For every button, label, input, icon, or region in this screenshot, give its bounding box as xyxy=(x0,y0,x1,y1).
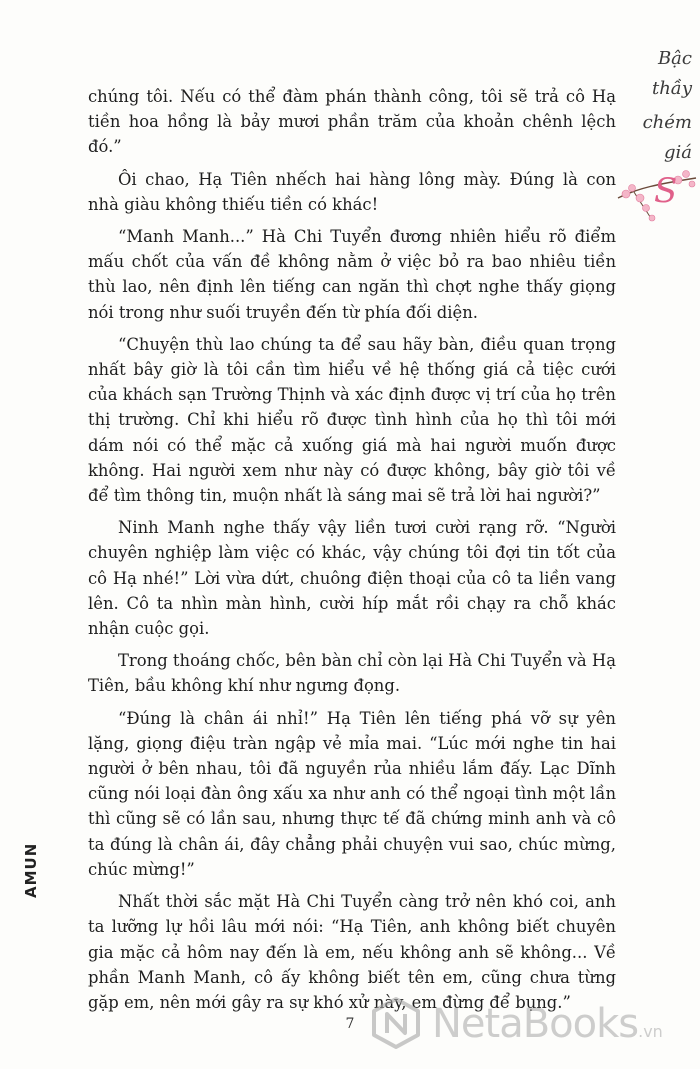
netabooks-logo-icon xyxy=(368,995,424,1051)
paragraph: Trong thoáng chốc, bên bàn chỉ còn lại Hà Chi Tuyển và Hạ Tiên, bầu không khí như ngưng đọng. xyxy=(88,651,616,696)
series-title-line-2: thầy xyxy=(651,78,692,99)
publisher-logo: AMUN xyxy=(22,842,40,898)
series-mark: S xyxy=(654,171,678,211)
watermark-brand: NetaBooks xyxy=(432,1001,639,1047)
series-title-line-3: chém xyxy=(642,112,692,133)
page-number: 7 xyxy=(345,1016,355,1032)
paragraph: Ôi chao, Hạ Tiên nhếch hai hàng lông mày. Đúng là con nhà giàu không thiếu tiền có khác! xyxy=(88,169,616,214)
series-title-line-4: giá xyxy=(663,142,692,163)
paragraph: “Đúng là chân ái nhỉ!” Hạ Tiên lên tiếng phá vỡ sự yên lặng, giọng điệu tràn ngập vẻ mỉa mai. “Lúc mới nghe tin hai người ở bên nhau, tôi đã nguyền rủa nhiều lắm đấy. Lạc Dĩnh cũng nói loại đàn ông xấu xa như anh có thể ngoại tình một lần thì cũng sẽ có lần sau, nhưng thực tế đã chứng minh anh và cô ta đúng là chân ái, đây chẳng phải chuyện vui sao, chúc mừng, chúc mừng!” xyxy=(88,708,616,879)
paragraph: “Manh Manh...” Hà Chi Tuyển đương nhiên hiểu rõ điểm mấu chốt của vấn đề không nằm ở việc bỏ ra bao nhiêu tiền thù lao, nên định lên tiếng can ngăn thì chợt nghe thấy giọng nói trong như suối truyền đến từ phía đối diện. xyxy=(88,227,616,322)
watermark-text xyxy=(432,1001,663,1047)
chapter-body-text xyxy=(88,84,616,1022)
paragraph: Ninh Manh nghe thấy vậy liền tươi cười rạng rỡ. “Người chuyên nghiệp làm việc có khác, vậy chúng tôi đợi tin tốt của cô Hạ nhé!” Lời vừa dứt, chuông điện thoại của cô ta liền vang lên. Cô ta nhìn màn hình, cười híp mắt rồi chạy ra chỗ khác nhận cuộc gọi. xyxy=(88,518,616,639)
watermark xyxy=(368,995,700,1055)
series-title-line-1: Bậc xyxy=(657,48,692,69)
paragraph: Nhất thời sắc mặt Hà Chi Tuyển càng trở nên khó coi, anh ta lưỡng lự hồi lâu mới nói: “Hạ Tiên, anh không biết chuyên gia mặc cả hôm nay đến là em, nếu không anh sẽ không... Về phần Manh Manh, cô ấy không biết tên em, cũng chưa từng gặp em, nên mới gây ra sự khó xử này, em đừng để bụng.” xyxy=(88,892,616,1012)
paragraph: chúng tôi. Nếu có thể đàm phán thành công, tôi sẽ trả cô Hạ tiền hoa hồng là bảy mươi phần trăm của khoản chênh lệch đó.” xyxy=(88,87,616,157)
watermark-suffix: .vn xyxy=(638,1022,663,1041)
cherry-blossom-icon xyxy=(616,158,700,226)
series-title-badge xyxy=(616,46,700,226)
paragraph: “Chuyện thù lao chúng ta để sau hãy bàn, điều quan trọng nhất bây giờ là tôi cần tìm hiểu về hệ thống giá cả tiệc cưới của khách sạn Trường Thịnh và xác định được vị trí của họ trên thị trường. Chỉ khi hiểu rõ được tình hình của họ thì tôi mới dám nói có thể mặc cả xuống giá mà hai người muốn được không. Hai người xem như này có được không, bây giờ tôi về để tìm thông tin, muộn nhất là sáng mai sẽ trả lời hai người?” xyxy=(88,334,616,506)
